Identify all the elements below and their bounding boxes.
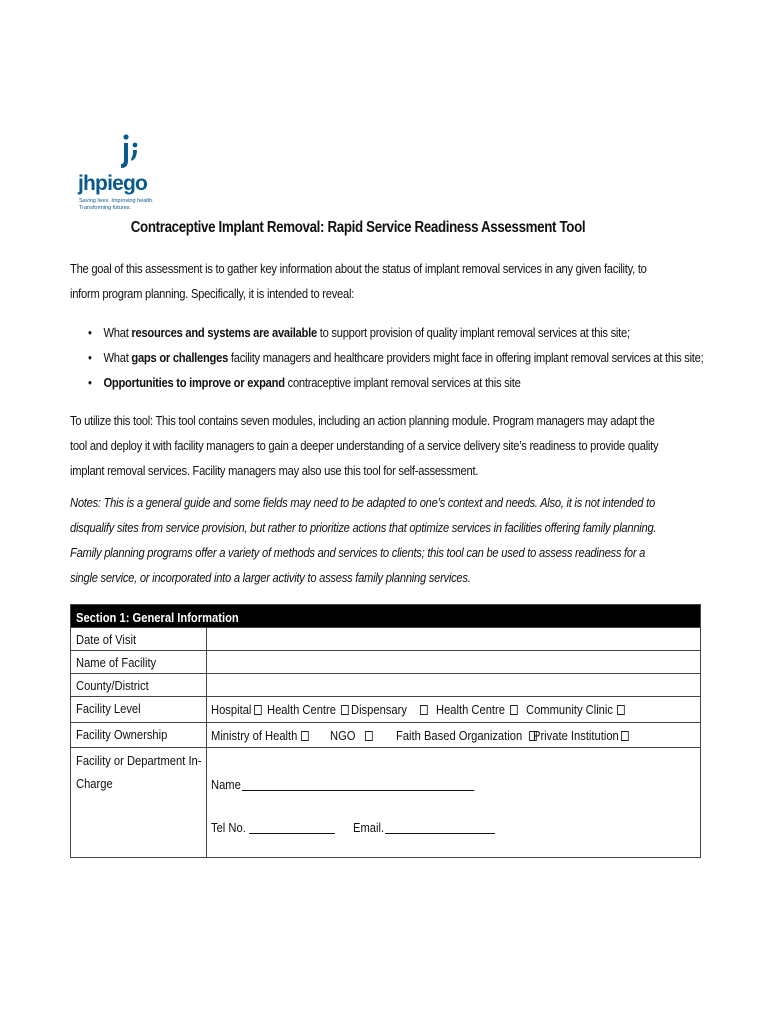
community-clinic-checkbox[interactable] xyxy=(617,705,625,715)
document-title: Contraceptive Implant Removal: Rapid Service Readiness Assessment Tool xyxy=(130,219,586,236)
tel-line[interactable] xyxy=(249,820,335,834)
list-item: • What gaps or challenges facility managers and healthcare providers might face in offering implant removal services at this site; xyxy=(88,345,690,370)
section-header: Section 1: General Information xyxy=(71,605,700,627)
utilize-paragraph: To utilize this tool: This tool contains seven modules, including an action planning module. Program managers may adapt the tool and deploy it with facility managers to gain a deeper understanding of a service delivery site’s readiness to provide quality implant removal services. Facility managers may also use this tool for self-assessment. xyxy=(70,413,659,478)
table-row xyxy=(71,650,700,673)
table-row xyxy=(71,747,700,857)
faith-based-option: Faith Based Organization xyxy=(396,728,523,743)
dispensary-checkbox[interactable] xyxy=(420,705,428,715)
logo-tagline: Saving lives. Improving health. Transforming futures. xyxy=(79,198,154,211)
goals-list xyxy=(88,320,770,395)
private-institution-option: Private Institution xyxy=(533,728,619,743)
table-row xyxy=(71,627,700,650)
notes-paragraph: Notes: This is a general guide and some fields may need to be adapted to one’s context and needs. Also, it is not intended to disqualify sites from service provision, but rather to prioritize actions that optimize services in facilities offering family planning. Family planning programs offer a variety of methods and services to clients; this tool can be used to assess readiness for a single service, or incorporated into a larger activity to assess family planning services. xyxy=(70,495,657,585)
table-row xyxy=(71,722,700,747)
name-line[interactable] xyxy=(242,777,474,791)
ministry-of-health-checkbox[interactable] xyxy=(301,731,309,741)
intro-paragraph: The goal of this assessment is to gather key information about the status of implant removal services in any given facility, to inform program planning. Specifically, it is intended to reveal: xyxy=(70,261,647,301)
in-charge-name-field[interactable] xyxy=(211,773,512,796)
county-district-field[interactable] xyxy=(207,674,700,696)
table-row xyxy=(71,673,700,696)
bullet-icon: • xyxy=(88,375,92,390)
health-centre-checkbox[interactable] xyxy=(341,705,349,715)
email-line[interactable] xyxy=(385,820,495,834)
community-clinic-option: Community Clinic xyxy=(526,702,613,717)
list-item: • Opportunities to improve or expand contraceptive implant removal services at this site xyxy=(88,370,690,395)
tel-label: Tel No. xyxy=(211,820,246,835)
hospital-option: Hospital xyxy=(211,702,252,717)
date-of-visit-label: Date of Visit xyxy=(76,632,137,647)
county-district-label: County/District xyxy=(76,678,149,693)
bullet-icon: • xyxy=(88,350,92,365)
general-information-table xyxy=(70,604,701,858)
jhpiego-logo xyxy=(78,134,158,224)
contact-fields xyxy=(211,816,513,839)
health-centre-2-option: Health Centre xyxy=(436,702,505,717)
facility-name-field[interactable] xyxy=(207,651,700,673)
health-centre-2-checkbox[interactable] xyxy=(510,705,518,715)
hospital-checkbox[interactable] xyxy=(254,705,262,715)
ngo-option: NGO xyxy=(330,728,356,743)
facility-name-label: Name of Facility xyxy=(76,655,157,670)
in-charge-label: Facility or Department In- Charge xyxy=(76,753,202,791)
name-label: Name xyxy=(211,777,241,792)
jhpiego-logo-mark-icon xyxy=(120,134,140,170)
table-row xyxy=(71,696,700,722)
email-label: Email. xyxy=(353,820,385,835)
logo-wordmark: jhpiego xyxy=(78,172,148,195)
date-of-visit-field[interactable] xyxy=(207,628,700,650)
facility-ownership-options xyxy=(207,723,700,747)
facility-ownership-label: Facility Ownership xyxy=(76,727,168,742)
ngo-checkbox[interactable] xyxy=(365,731,373,741)
bullet-icon: • xyxy=(88,325,92,340)
ministry-of-health-option: Ministry of Health xyxy=(211,728,298,743)
dispensary-option: Dispensary xyxy=(351,702,407,717)
list-item: • What resources and systems are available to support provision of quality implant removal services at this site; xyxy=(88,320,690,345)
facility-level-options xyxy=(207,697,700,722)
private-institution-checkbox[interactable] xyxy=(621,731,629,741)
facility-level-label: Facility Level xyxy=(76,701,141,716)
health-centre-option: Health Centre xyxy=(267,702,336,717)
